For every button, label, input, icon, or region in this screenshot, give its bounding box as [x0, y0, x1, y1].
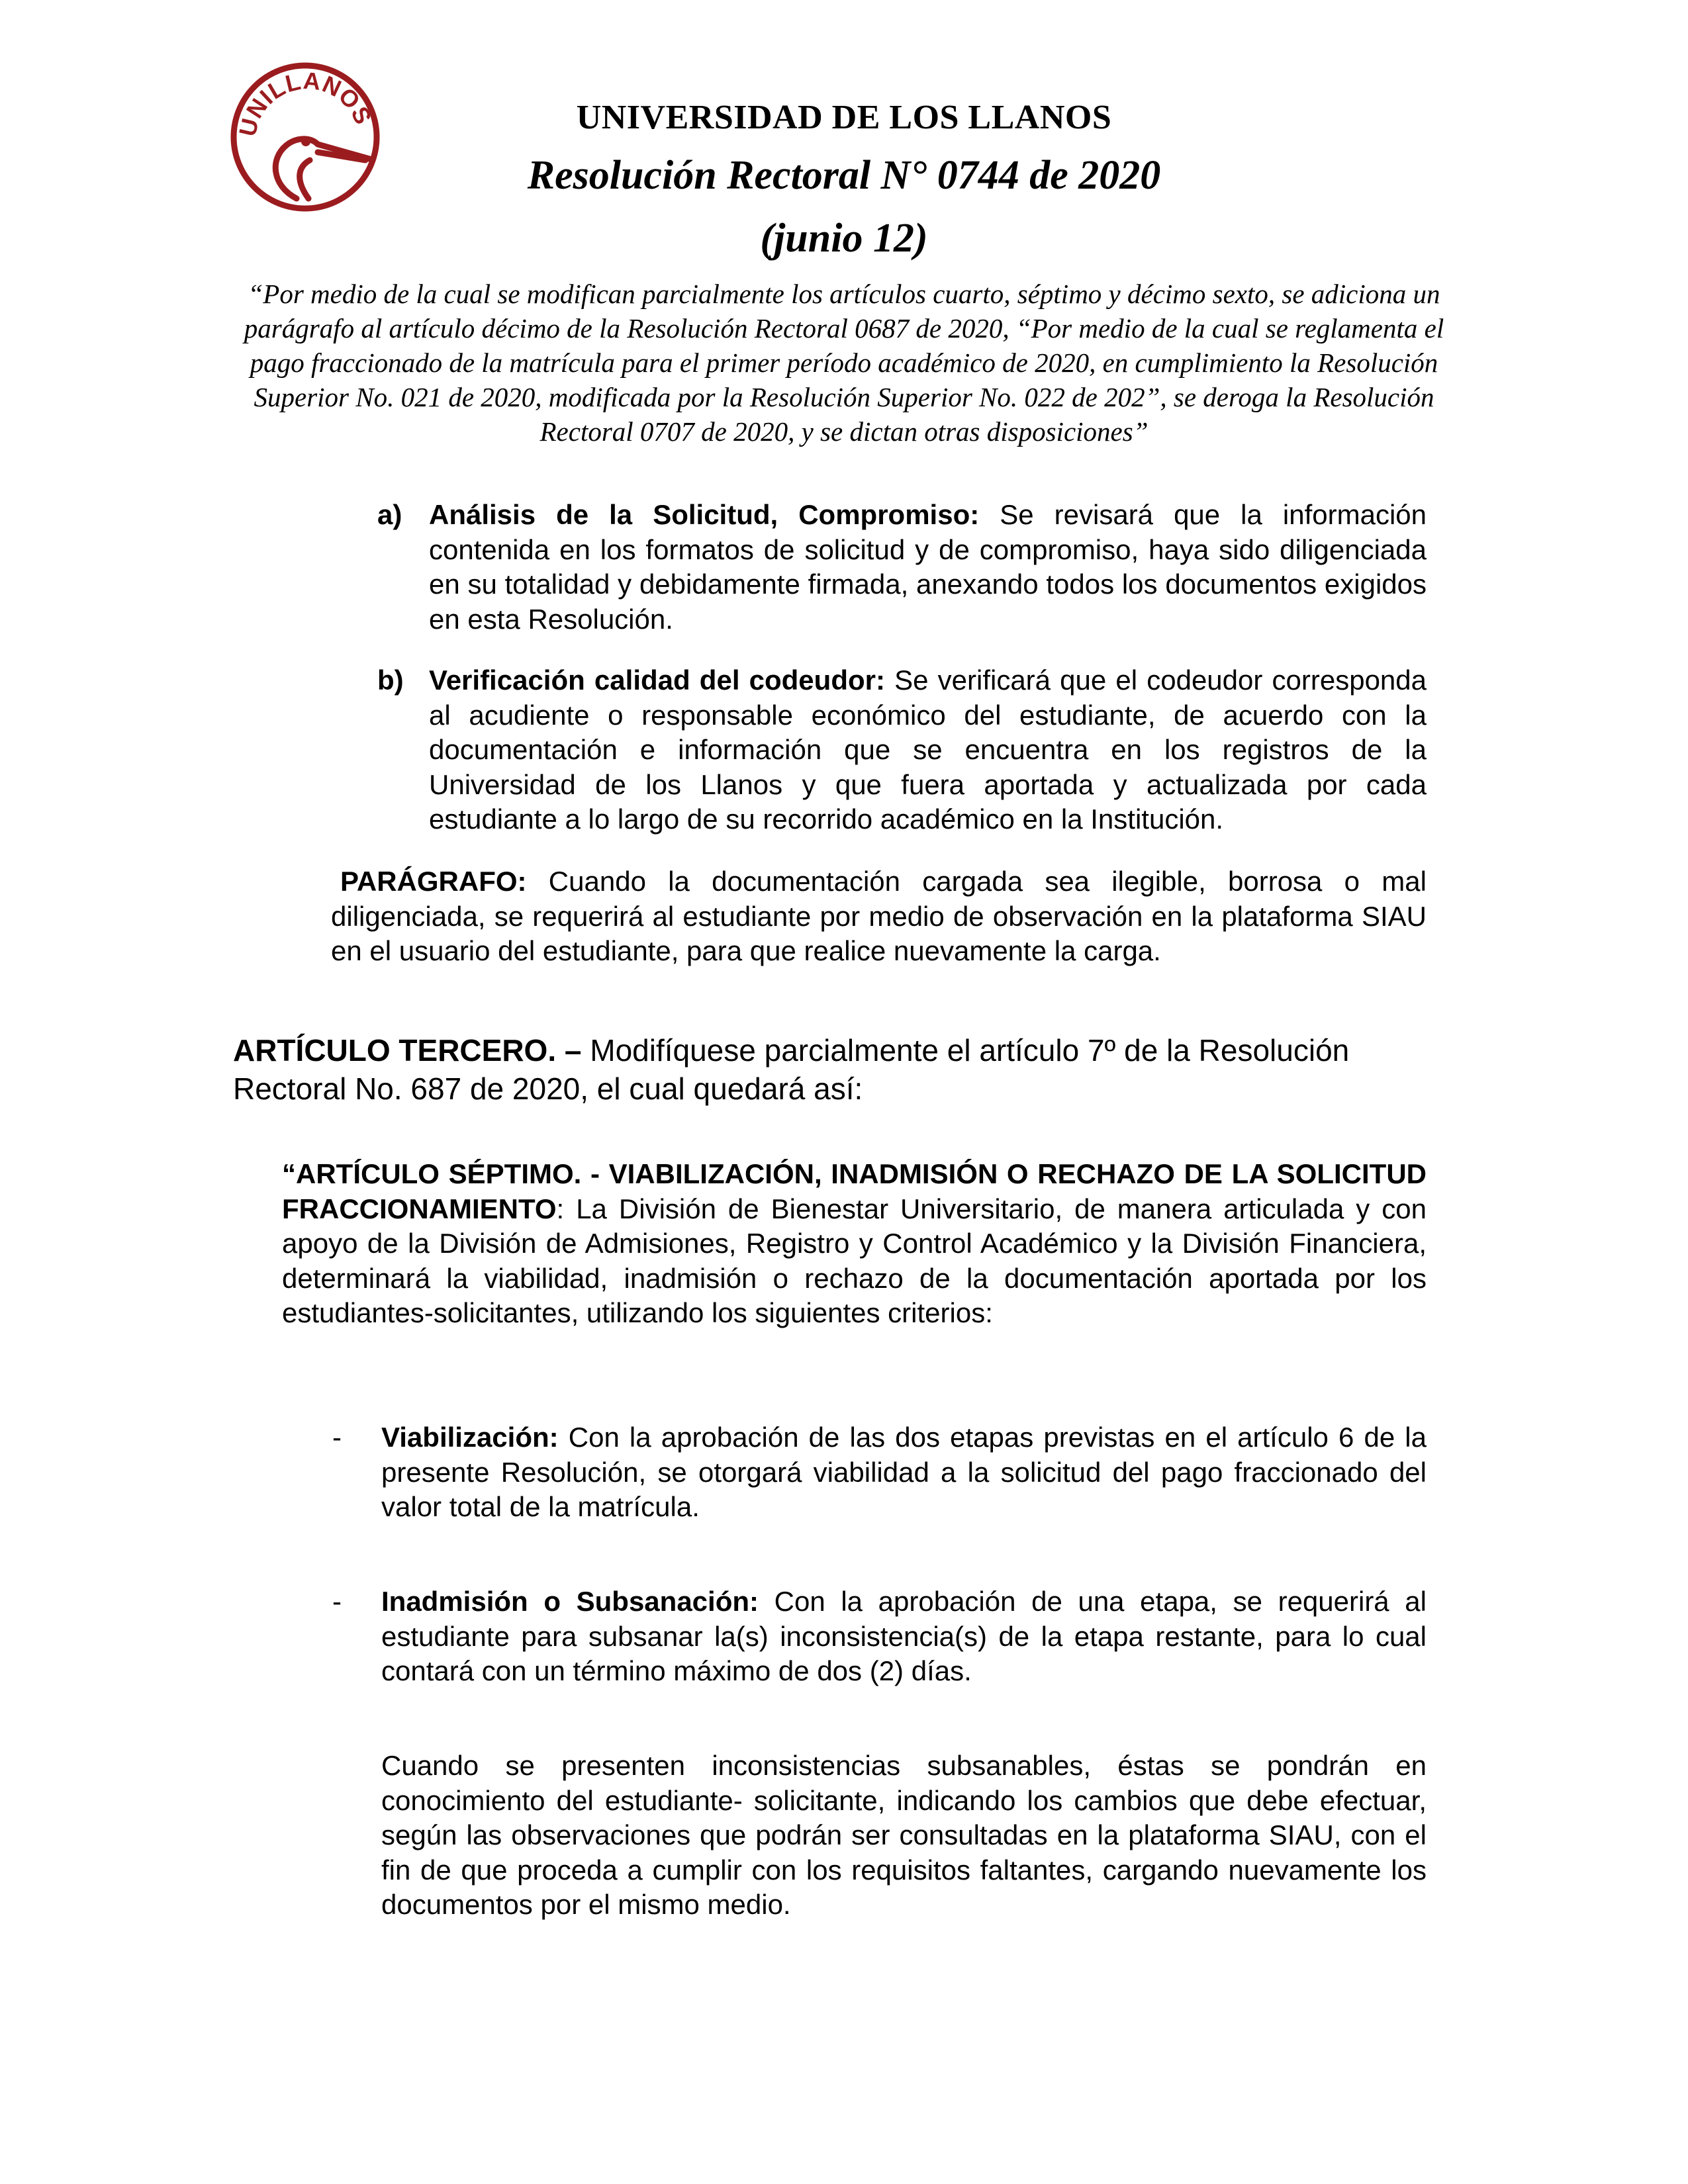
criterio-body: Con la aprobación de una etapa, se requerirá al estudiante para subsanar la(s) inconsistencia(s) de la etapa restante, para lo cual contará con un término máximo de dos (2) días.	[381, 1586, 1427, 1686]
item-body: Se verificará que el codeudor corresponda al acudiente o responsable económico del estudiante, de acuerdo con la documentación e información que se encuentra en los registros de la Universidad de los Llanos y que fuera aportada y actualizada por cada estudiante a lo largo de su recorrido académico en la Institución.	[429, 664, 1427, 835]
cuando-paragraph: Cuando se presenten inconsistencias subsanables, éstas se pondrán en conocimiento del estudiante- solicitante, indicando los cambios que debe efectuar, según las observaciones que podrán ser consultadas en la plataforma SIAU, con el fin de que proceda a cumplir con los requisitos faltantes, cargando nuevamente los documentos por el mismo medio.	[381, 1750, 1427, 1920]
articulo-tercero	[233, 1031, 1444, 1108]
articulo-septimo-title: “ARTÍCULO SÉPTIMO. - VIABILIZACIÓN, INADMISIÓN O RECHAZO DE LA SOLICITUD FRACCIONAMIENTO	[282, 1158, 1427, 1224]
criterio-title: Inadmisión o Subsanación:	[381, 1586, 759, 1617]
resolution-title: Resolución Rectoral N° 0744 de 2020	[527, 153, 1161, 198]
resolution-intro: “Por medio de la cual se modifican parcialmente los artículos cuarto, séptimo y décimo sexto, se adiciona un parágrafo al artículo décimo de la Resolución Rectoral 0687 de 2020, “Por medio de la cual se reglamenta el pago fraccionado de la matrícula para el primer período académico de 2020, en cumplimiento la Resolución Superior No. 021 de 2020, modificada por la Resolución Superior No. 022 de 202”, se deroga la Resolución Rectoral 0707 de 2020, y se dictan otras disposiciones”	[244, 279, 1444, 447]
criterio-body: Con la aprobación de las dos etapas previstas en el artículo 6 de la presente Resolución, se otorgará viabilidad a la solicitud del pago fraccionado del valor total de la matrícula.	[381, 1422, 1427, 1522]
articulo-tercero-title: ARTÍCULO TERCERO. –	[233, 1033, 582, 1068]
item-text	[429, 663, 1427, 837]
item-letter: b)	[377, 664, 404, 696]
criterio-title: Viabilización:	[381, 1422, 559, 1453]
item-title: Verificación calidad del codeudor:	[429, 664, 885, 696]
paragrafo-title: PARÁGRAFO:	[340, 866, 527, 897]
articulo-septimo	[282, 1157, 1427, 1331]
paragrafo-text: Cuando la documentación cargada sea ilegible, borrosa o mal diligenciada, se requerirá al estudiante por medio de observación en la plataforma SIAU en el usuario del estudiante, para que realice nuevamente la carga.	[331, 866, 1427, 966]
resolution-date: (junio 12)	[760, 216, 928, 261]
item-body: Se revisará que la información contenida en los formatos de solicitud y de compromiso, haya sido diligenciada en su totalidad y debidamente firmada, anexando todos los documentos exigidos en esta Resolución.	[429, 499, 1427, 635]
criterio-text	[381, 1420, 1427, 1525]
articulo-tercero-text: Modifíquese parcialmente el artículo 7º de la Resolución Rectoral No. 687 de 2020, el cual quedará así:	[233, 1033, 1350, 1106]
item-title: Análisis de la Solicitud, Compromiso:	[429, 499, 980, 530]
list-dash: -	[332, 1422, 342, 1453]
item-letter: a)	[377, 499, 402, 530]
criterio-text	[381, 1584, 1427, 1689]
list-dash: -	[332, 1586, 342, 1617]
articulo-septimo-text: : La División de Bienestar Universitario, de manera articulada y con apoyo de la División de Admisiones, Registro y Control Académico y la División Financiera, determinará la viabilidad, inadmisión o rechazo de la documentación aportada por los estudiantes-solicitantes, utilizando los siguientes criterios:	[282, 1193, 1427, 1328]
paragrafo	[331, 864, 1427, 969]
item-text	[429, 498, 1427, 637]
university-name: UNIVERSIDAD DE LOS LLANOS	[576, 99, 1112, 136]
logo-text: UNILLANOS	[233, 66, 378, 139]
